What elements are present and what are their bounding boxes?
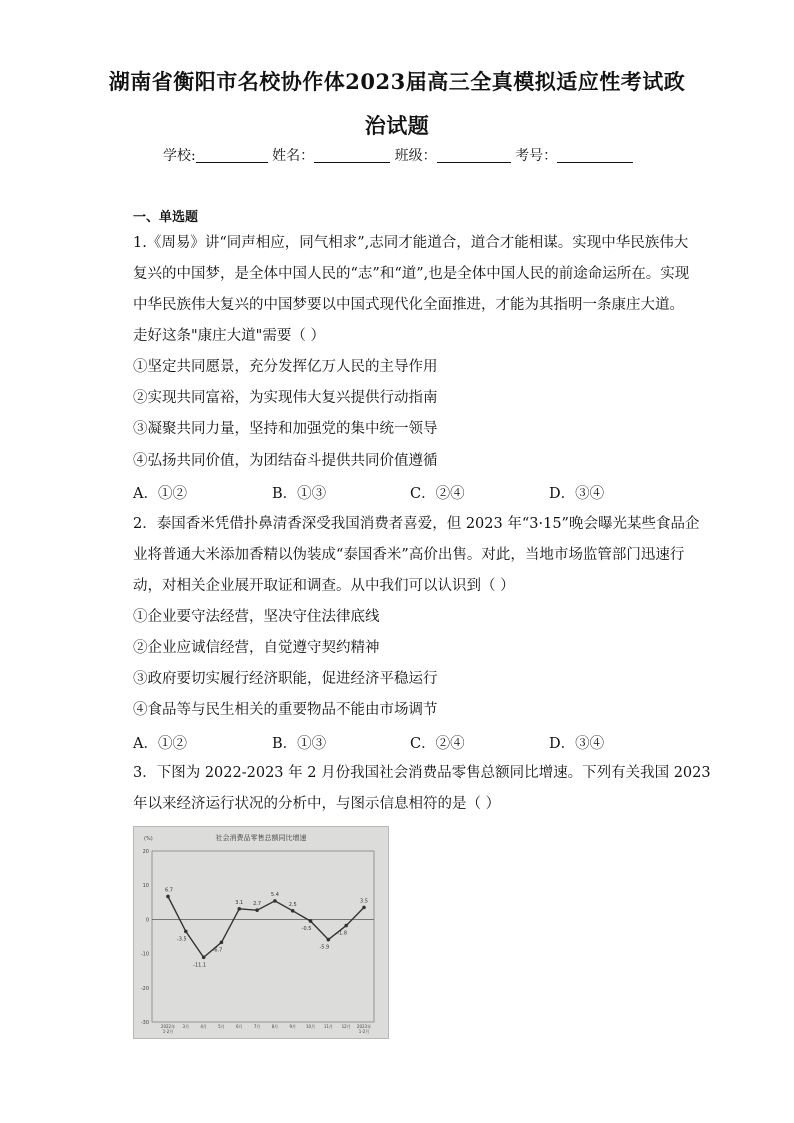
q1-stem-line: 中华民族伟大复兴的中国梦要以中国式现代化全面推进，才能为其指明一条康庄大道。 [133, 297, 684, 313]
y-unit-label: (%) [144, 836, 153, 842]
name-label: 姓名： [272, 148, 315, 164]
q2-stem-line: 动，对相关企业展开取证和调查。从中我们可以认识到（ ） [133, 578, 515, 594]
q3-stem-line: 3．下图为 2022-2023 年 2 月份我国社会消费品零售总额同比增速。下列有关我国 2023 [133, 765, 711, 781]
y-tick-label: -30 [140, 1020, 149, 1026]
data-point [202, 956, 206, 960]
x-tick-label: 5月 [218, 1024, 225, 1029]
section-heading: 一、单选题 [133, 210, 199, 225]
data-label: 2.5 [288, 901, 297, 908]
data-point [184, 930, 188, 934]
data-point [166, 895, 170, 899]
x-tick-label: 6月 [235, 1024, 243, 1029]
chart-svg [134, 827, 388, 1038]
school-blank[interactable] [196, 148, 268, 163]
x-tick-label-sub: 1-2月 [358, 1029, 370, 1034]
y-tick-label: 0 [145, 917, 149, 924]
q1-stem-line: 1.《周易》讲“同声相应，同气相求”,志同才能道合，道合才能相谋。实现中华民族伟大 [133, 235, 689, 251]
school-label: 学校: [163, 148, 196, 164]
exam-no-label: 考号： [515, 148, 558, 164]
name-blank[interactable] [314, 148, 390, 163]
q2-option-b[interactable]: B．①③ [272, 736, 327, 752]
data-label: 6.7 [165, 887, 173, 894]
data-label: 3.1 [235, 899, 244, 906]
data-label: 3.5 [360, 898, 368, 905]
x-tick-label: 9月 [289, 1024, 297, 1029]
x-tick-label: 8月 [271, 1024, 279, 1029]
q1-item: ④弘扬共同价值，为团结奋斗提供共同价值遵循 [133, 453, 438, 469]
data-label: -1.8 [337, 930, 348, 937]
q1-stem-line: 走好这条"康庄大道"需要（ ） [133, 328, 325, 344]
y-tick-label: 10 [142, 883, 149, 890]
q1-option-a[interactable]: A．①② [133, 486, 187, 502]
data-label: 2.7 [253, 901, 262, 908]
q1-option-d[interactable]: D．③④ [549, 486, 605, 502]
class-blank[interactable] [437, 148, 511, 163]
x-tick-label: 10月 [305, 1024, 316, 1029]
q1-option-b[interactable]: B．①③ [272, 486, 327, 502]
data-point [255, 908, 259, 912]
q2-stem-line: 业将普通大米添加香精以伪装成“泰国香米”高价出售。对此，当地市场监管部门迅速行 [133, 547, 685, 563]
class-label: 班级： [394, 148, 437, 164]
student-info-row [163, 145, 633, 165]
chart-title: 社会消费品零售总额同比增速 [215, 834, 307, 842]
x-tick-label: 4月 [200, 1024, 207, 1029]
data-point [291, 909, 295, 913]
data-point [344, 924, 348, 928]
q2-option-a[interactable]: A．①② [133, 736, 187, 752]
x-tick-label: 2022年 [160, 1024, 176, 1029]
x-tick-label: 7月 [253, 1024, 261, 1029]
q2-item: ④食品等与民生相关的重要物品不能由市场调节 [133, 702, 438, 718]
q1-option-c[interactable]: C．②④ [410, 486, 465, 502]
x-tick-label: 3月 [182, 1024, 190, 1029]
series-line [168, 897, 364, 958]
q1-item: ②实现共同富裕，为实现伟大复兴提供行动指南 [133, 390, 438, 406]
data-point [273, 899, 277, 903]
q2-option-c[interactable]: C．②④ [410, 736, 465, 752]
x-tick-label-sub: 1-2月 [162, 1029, 174, 1034]
data-label: -5.9 [319, 944, 330, 951]
retail-sales-growth-chart [133, 826, 389, 1039]
x-tick-label: 2023年 [356, 1024, 372, 1029]
q1-options [133, 482, 693, 502]
q1-item: ①坚定共同愿景，充分发挥亿万人民的主导作用 [133, 359, 438, 375]
data-point [220, 941, 224, 945]
data-point [309, 919, 313, 923]
q1-stem-line: 复兴的中国梦，是全体中国人民的“志”和“道”,也是全体中国人民的前途命运所在。实现 [133, 266, 690, 282]
document-title-line-1: 湖南省衡阳市名校协作体2023届高三全真模拟适应性考试政 [108, 69, 686, 94]
x-tick-label: 12月 [341, 1024, 351, 1029]
q2-stem-line: 2．泰国香米凭借扑鼻清香深受我国消费者喜爱，但 2023 年“3·15”晚会曝光某些食品企 [133, 516, 700, 532]
data-label: -3.5 [176, 936, 187, 943]
data-point [327, 938, 331, 942]
data-point [237, 907, 241, 911]
q2-item: ③政府要切实履行经济职能，促进经济平稳运行 [133, 671, 438, 687]
q1-item: ③凝聚共同力量，坚持和加强党的集中统一领导 [133, 421, 438, 437]
q2-option-d[interactable]: D．③④ [549, 736, 605, 752]
y-tick-label: 20 [142, 849, 149, 855]
y-tick-label: -20 [140, 985, 149, 992]
q2-item: ①企业要守法经营，坚决守住法律底线 [133, 609, 380, 625]
y-tick-label: -10 [140, 951, 149, 958]
exam-no-blank[interactable] [557, 148, 633, 163]
document-title-line-2: 治试题 [364, 113, 430, 138]
q2-options [133, 732, 693, 752]
data-label: 5.4 [270, 891, 279, 898]
data-point [362, 906, 366, 910]
data-label: -0.5 [301, 926, 312, 933]
data-label: -11.1 [193, 962, 207, 969]
q3-stem-line: 年以来经济运行状况的分析中，与图示信息相符的是（ ） [133, 796, 501, 812]
x-tick-label: 11月 [323, 1024, 333, 1029]
q2-item: ②企业应诚信经营，自觉遵守契约精神 [133, 640, 380, 656]
data-label: -6.7 [212, 947, 223, 954]
